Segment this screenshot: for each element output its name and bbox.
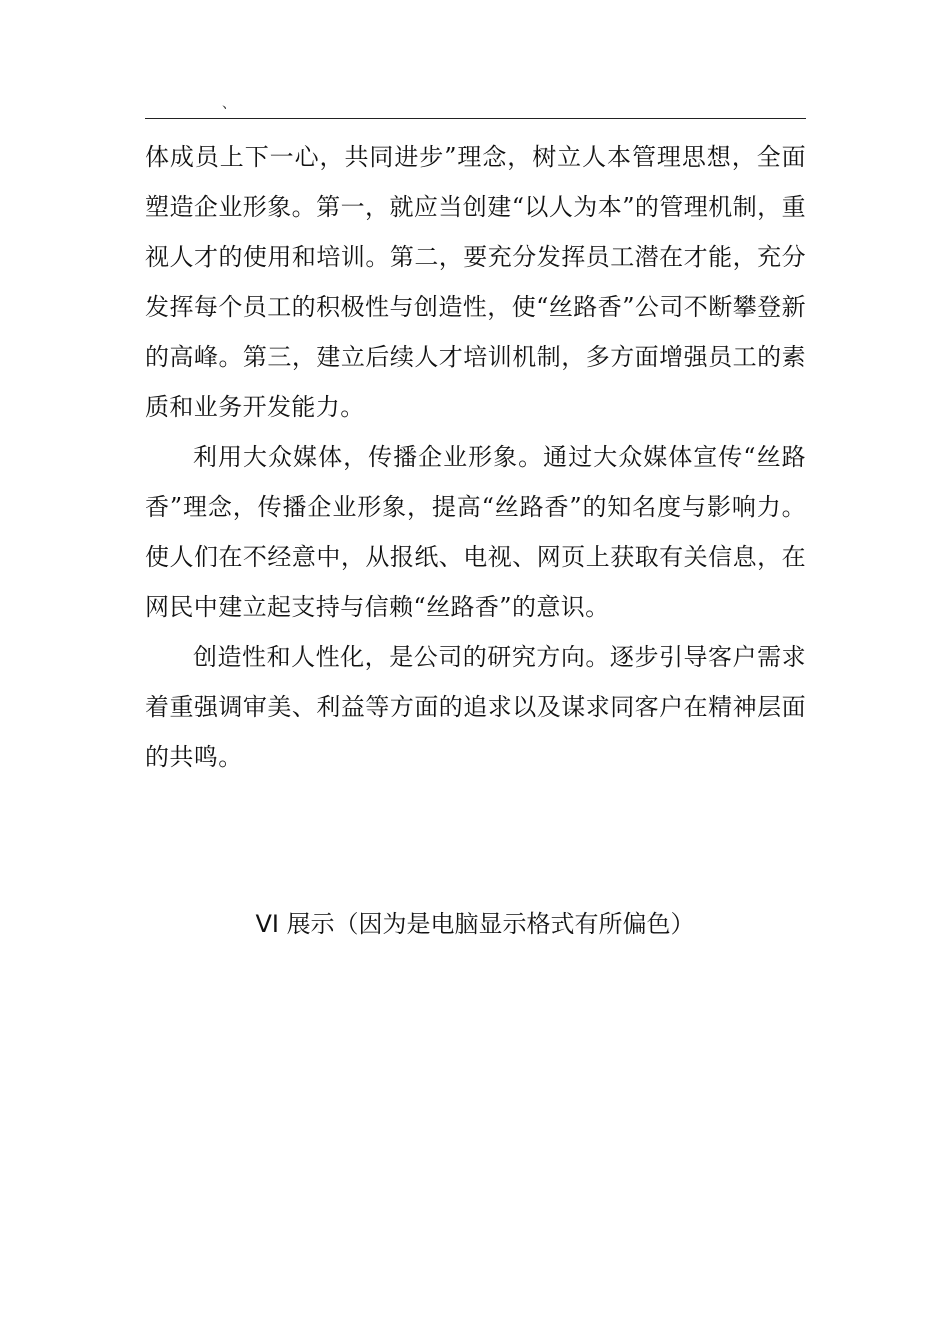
paragraph-continuation: 体成员上下一心，共同进步”理念，树立人本管理思想，全面塑造企业形象。第一，就应当创建“以人为本”的管理机制，重视人才的使用和培训。第二，要充分发挥员工潜在才能，充分发挥每个员工的积极性与创造性，使“丝路香”公司不断攀登新的高峰。第三，建立后续人才培训机制，多方面增强员工的素质和业务开发能力。	[145, 143, 806, 421]
body-text	[145, 132, 806, 782]
header-rule	[145, 118, 806, 119]
section-heading: VI 展示（因为是电脑显示格式有所偏色）	[255, 910, 695, 938]
header-mark: 、	[222, 96, 236, 112]
paragraph-mass-media: 利用大众媒体，传播企业形象。通过大众媒体宣传“丝路香”理念，传播企业形象，提高“丝路香”的知名度与影响力。使人们在不经意中，从报纸、电视、网页上获取有关信息，在网民中建立起支持与信赖“丝路香”的意识。	[145, 443, 806, 621]
paragraph-research-direction: 创造性和人性化，是公司的研究方向。逐步引导客户需求着重强调审美、利益等方面的追求以及谋求同客户在精神层面的共鸣。	[145, 643, 806, 771]
